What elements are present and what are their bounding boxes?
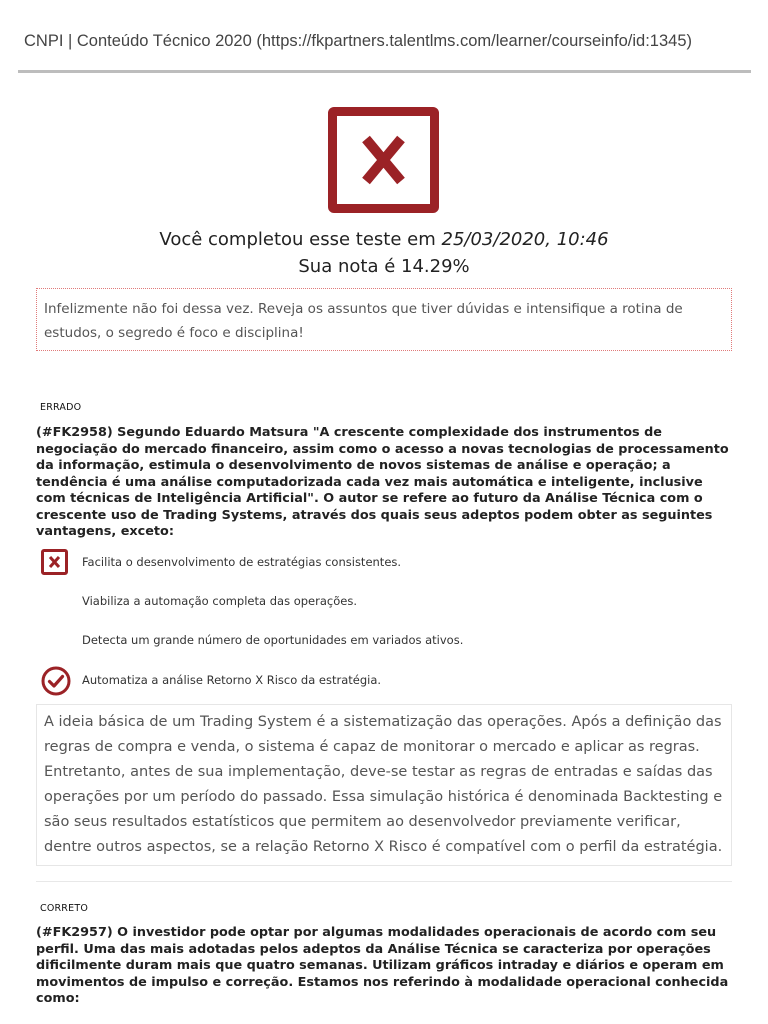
section-divider	[36, 881, 732, 882]
question-status-label: ERRADO	[40, 402, 82, 413]
header-divider	[18, 70, 751, 73]
close-box-icon	[328, 107, 439, 213]
completed-prefix: Você completou esse teste em	[159, 229, 436, 250]
answer-option[interactable]: Facilita o desenvolvimento de estratégias consistentes.	[82, 555, 402, 569]
completed-date: 25/03/2020, 10:46	[441, 229, 609, 250]
feedback-box: Infelizmente não foi dessa vez. Reveja os assuntos que tiver dúvidas e intensifique a rotina de estudos, o segredo é foco e disciplina!	[36, 288, 732, 351]
wrong-answer-icon	[41, 549, 68, 575]
question-text: (#FK2958) Segundo Eduardo Matsura "A crescente complexidade dos instrumentos de negociação do mercado financeiro, assim como o acesso a novas tecnologias de processamento da informação, estimula o desenvolvimento de novos sistemas de análise e operação; a tendência é uma análise computadorizada cada vez mais automática e inteligente, inclusive com técnicas de Inteligência Artificial". O autor se refere ao futuro da Análise Técnica com o crescente uso de Trading Systems, através dos quais seus adeptos podem obter as seguintes vantagens, exceto:	[36, 425, 729, 539]
page-header-title: CNPI | Conteúdo Técnico 2020 (https://fkpartners.talentlms.com/learner/courseinfo/id:1345)	[24, 32, 692, 50]
completed-text	[0, 229, 768, 250]
answer-option[interactable]: Viabiliza a automação completa das operações.	[82, 594, 357, 608]
answer-option[interactable]: Automatiza a análise Retorno X Risco da estratégia.	[82, 673, 382, 687]
explanation-box: A ideia básica de um Trading System é a sistematização das operações. Após a definição das regras de compra e venda, o sistema é capaz de monitorar o mercado e aplicar as regras. Entretanto, antes de sua implementação, deve-se testar as regras de entradas e saídas das operações por um período do passado. Essa simulação histórica é denominada Backtesting e são seus resultados estatísticos que permitem ao desenvolvedor previamente verificar, dentre outros aspectos, se a relação Retorno X Risco é compatível com o perfil da estratégia.	[36, 704, 732, 866]
grade-text: Sua nota é 14.29%	[298, 256, 470, 277]
answer-option[interactable]: Detecta um grande número de oportunidades em variados ativos.	[82, 633, 464, 647]
question-status-label: CORRETO	[40, 903, 88, 914]
question-text: (#FK2957) O investidor pode optar por algumas modalidades operacionais de acordo com seu perfil. Uma das mais adotadas pelos adeptos da Análise Técnica se caracteriza por operações dificilmente duram mais que quatro semanas. Utilizam gráficos intraday e diários e operam em movimentos de impulso e correção. Estamos nos referindo à modalidade operacional conhecida como:	[36, 925, 729, 1006]
correct-answer-icon	[41, 666, 71, 696]
